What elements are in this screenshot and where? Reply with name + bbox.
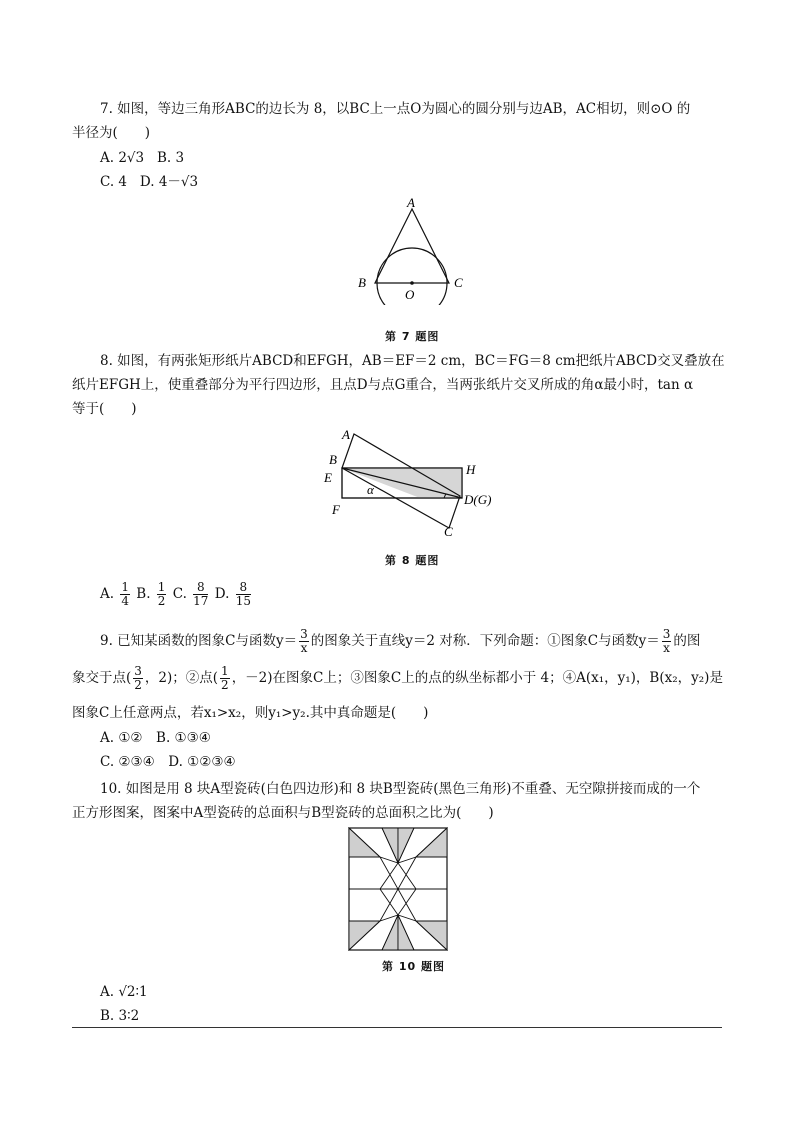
q10-stem-line1: 10. 如图是用 8 块A型瓷砖(白色四边形)和 8 块B型瓷砖(黑色三角形)不重叠、无空隙拼接而成的一个 [100,781,701,797]
q8-option-a: A. $\frac{1}{4}$ [100,580,129,608]
q8-stem-line2: 纸片EFGH上，使重叠部分为平行四边形，且点D与点G重合，当两张纸片交叉所成的角α最小时，tan α [72,377,694,393]
q8-stem-line1: 8. 如图，有两张矩形纸片ABCD和EFGH，AB＝EF＝2 cm，BC＝FG＝8 cm把纸片ABCD交叉叠放在 [100,353,725,369]
q8-label-e: E [324,470,332,485]
q9-stem-line1: 9. 已知某函数的图象C与函数y＝ $\frac{3}{x}$ 的图象关于直线y＝2 对称．下列命题：①图象C与函数y＝ $\frac{3}{x}$ 的图 [100,627,701,655]
q7-figure [350,195,470,305]
q9-options-row2: C. ②③④ D. ①②③④ [100,754,236,770]
q10-stem-line2: 正方形图案，图案中A型瓷砖的总面积与B型瓷砖的总面积之比为( ) [72,805,494,821]
q8-label-a: A [342,427,350,442]
q8-label-c: C [444,524,453,539]
q8-stem-line3: 等于( ) [72,401,137,417]
q8-label-alpha: α [367,482,374,497]
q7-label-b: B [358,275,366,290]
q8-option-d: D. $\frac{8}{15}$ [214,580,251,608]
q8-option-b: B. $\frac{1}{2}$ [136,580,166,608]
q8-caption: 第 8 题图 [385,554,440,567]
q7-label-o: O [405,287,415,302]
q9-stem-line3: 图象C上任意两点，若x₁>x₂，则y₁>y₂.其中真命题是( ) [72,705,429,721]
q7-label-a: A [407,195,415,210]
q10-caption: 第 10 题图 [382,960,445,973]
q8-label-b: B [329,452,337,467]
q7-options-row1 [100,149,184,167]
q7-option-d: D. 4－√3 [139,174,199,190]
q8-label-h: H [466,462,476,477]
q7-option-c: C. 4 [100,174,128,190]
q8-options [100,578,253,610]
q10-option-a: A. √2∶1 [100,984,148,1000]
q10-option-b: B. 3∶2 [100,1008,140,1024]
q8-label-dg: D(G) [464,492,492,507]
q9-options-row1: A. ①② B. ①③④ [100,730,211,746]
q7-stem-line1: 7. 如图，等边三角形ABC的边长为 8，以BC上一点O为圆心的圆分别与边AB，AC相切，则⊙O 的 [100,101,691,117]
q8-label-f: F [332,502,340,517]
q8-option-c: C. $\frac{8}{17}$ [172,580,209,608]
page-bottom-rule [72,1027,722,1028]
q7-option-a: A. 2√3 [100,150,145,166]
q7-stem-line2: 半径为( ) [72,125,151,141]
q7-option-b: B. 3 [157,150,185,166]
q10-figure [348,827,448,951]
q7-caption: 第 7 题图 [385,330,440,343]
q8-figure [320,424,510,544]
q9-stem-line2: 象交于点( $\frac{3}{2}$ ，2)；②点( $\frac{1}{2}$ ，－2)在图象C上；③图象C上的点的纵坐标都小于 4；④A(x₁，y₁)，B(x₂，y₂)是 [72,664,723,692]
q7-options-row2 [100,173,198,191]
q7-label-c: C [454,275,463,290]
